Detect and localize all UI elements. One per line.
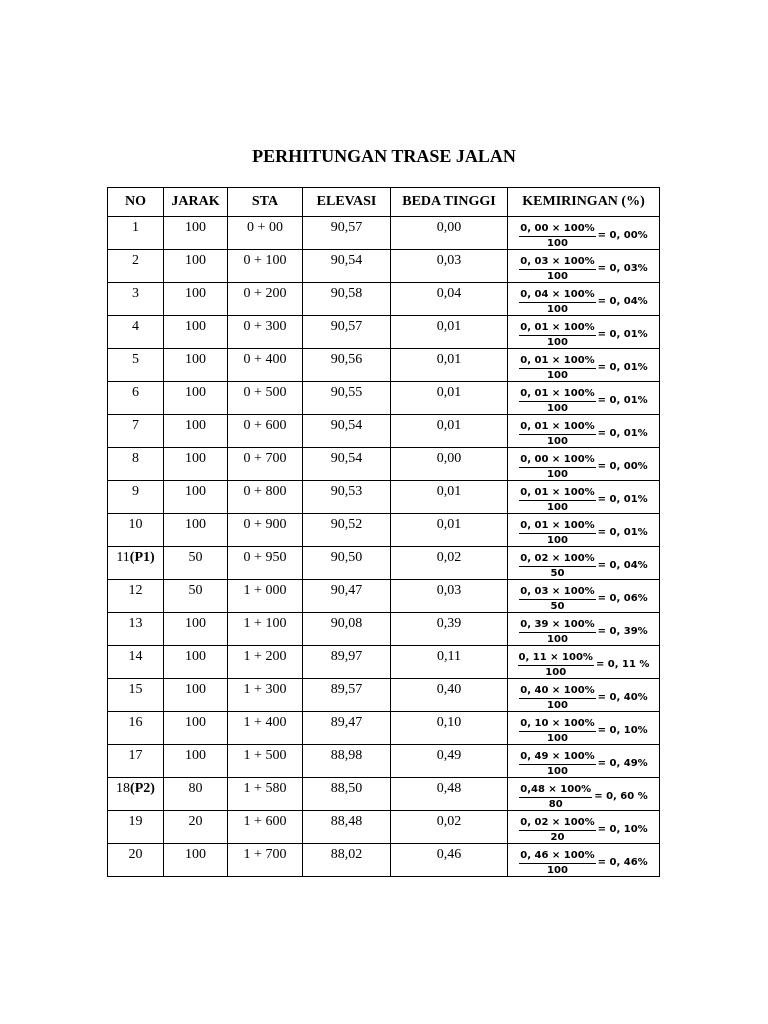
cell-no [108, 580, 164, 613]
fraction-denominator: 50 [550, 568, 565, 579]
row-number: 10 [128, 517, 143, 532]
cell-beda-tinggi: 0,40 [391, 679, 508, 712]
fraction-numerator: 0, 02 × 100% [519, 816, 595, 831]
cell-sta: 0 + 300 [228, 316, 303, 349]
cell-elevasi: 88,48 [303, 811, 391, 844]
cell-elevasi: 90,53 [303, 481, 391, 514]
row-number: 15 [128, 682, 143, 697]
cell-elevasi: 88,50 [303, 778, 391, 811]
cell-beda-tinggi: 0,01 [391, 481, 508, 514]
cell-beda-tinggi: 0,02 [391, 811, 508, 844]
fraction [519, 387, 595, 414]
slope-result: = 0, 11 % [595, 658, 650, 670]
fraction-numerator: 0, 03 × 100% [519, 585, 595, 600]
cell-kemiringan [508, 250, 660, 283]
fraction [519, 222, 595, 249]
cell-kemiringan [508, 811, 660, 844]
cell-elevasi: 90,54 [303, 415, 391, 448]
cell-no [108, 250, 164, 283]
cell-no [108, 217, 164, 250]
cell-beda-tinggi: 0,01 [391, 349, 508, 382]
cell-kemiringan [508, 580, 660, 613]
fraction-numerator: 0, 11 × 100% [518, 651, 594, 666]
cell-kemiringan [508, 679, 660, 712]
fraction-numerator: 0, 01 × 100% [519, 387, 595, 402]
table-row [108, 811, 660, 844]
point-label: (P2) [130, 781, 155, 796]
header-row [108, 188, 660, 217]
slope-result: = 0, 06% [597, 592, 648, 604]
cell-elevasi: 90,58 [303, 283, 391, 316]
slope-formula [519, 321, 647, 348]
fraction-numerator: 0, 10 × 100% [519, 717, 595, 732]
cell-kemiringan [508, 382, 660, 415]
cell-no [108, 481, 164, 514]
slope-result: = 0, 49% [597, 757, 648, 769]
row-number: 19 [128, 814, 143, 829]
cell-jarak: 100 [164, 844, 228, 877]
row-number: 13 [128, 616, 143, 631]
cell-sta: 0 + 400 [228, 349, 303, 382]
slope-formula [519, 684, 647, 711]
cell-sta: 0 + 500 [228, 382, 303, 415]
cell-sta: 1 + 200 [228, 646, 303, 679]
table-row [108, 514, 660, 547]
cell-elevasi: 88,02 [303, 844, 391, 877]
cell-sta: 0 + 900 [228, 514, 303, 547]
slope-result: = 0, 10% [597, 724, 648, 736]
cell-sta: 1 + 400 [228, 712, 303, 745]
cell-beda-tinggi: 0,01 [391, 382, 508, 415]
cell-kemiringan [508, 514, 660, 547]
fraction-numerator: 0, 03 × 100% [519, 255, 595, 270]
fraction [519, 453, 595, 480]
cell-kemiringan [508, 547, 660, 580]
fraction [519, 321, 595, 348]
cell-elevasi: 90,52 [303, 514, 391, 547]
cell-kemiringan [508, 217, 660, 250]
fraction-numerator: 0, 01 × 100% [519, 321, 595, 336]
table-row [108, 481, 660, 514]
fraction [519, 552, 595, 579]
slope-formula [519, 453, 647, 480]
cell-kemiringan [508, 712, 660, 745]
table-row [108, 448, 660, 481]
fraction-denominator: 100 [547, 733, 568, 744]
fraction-denominator: 100 [547, 304, 568, 315]
table-row [108, 217, 660, 250]
table-row [108, 415, 660, 448]
fraction-numerator: 0, 46 × 100% [519, 849, 595, 864]
cell-jarak: 100 [164, 613, 228, 646]
fraction-denominator: 100 [547, 370, 568, 381]
table-row [108, 646, 660, 679]
cell-sta: 0 + 800 [228, 481, 303, 514]
cell-no [108, 844, 164, 877]
slope-formula [519, 783, 647, 810]
slope-formula [519, 816, 647, 843]
slope-formula [519, 849, 647, 876]
table-row [108, 382, 660, 415]
cell-jarak: 100 [164, 415, 228, 448]
fraction-numerator: 0, 01 × 100% [519, 354, 595, 369]
table-row [108, 844, 660, 877]
cell-elevasi: 90,55 [303, 382, 391, 415]
cell-beda-tinggi: 0,48 [391, 778, 508, 811]
slope-formula [519, 354, 647, 381]
table-row [108, 745, 660, 778]
cell-beda-tinggi: 0,03 [391, 580, 508, 613]
row-number: 4 [132, 319, 139, 334]
cell-jarak: 100 [164, 217, 228, 250]
row-number: 1 [132, 220, 139, 235]
row-number: 7 [132, 418, 139, 433]
slope-formula [519, 486, 647, 513]
fraction-denominator: 100 [547, 469, 568, 480]
fraction-denominator: 80 [548, 799, 563, 810]
cell-no [108, 514, 164, 547]
point-label: (P1) [129, 550, 155, 565]
table-body [108, 217, 660, 877]
cell-sta: 1 + 580 [228, 778, 303, 811]
cell-jarak: 100 [164, 514, 228, 547]
slope-formula [519, 750, 647, 777]
fraction-numerator: 0, 02 × 100% [519, 552, 595, 567]
fraction [519, 354, 595, 381]
fraction-denominator: 100 [547, 634, 568, 645]
header-elevasi: ELEVASI [303, 188, 391, 217]
cell-elevasi: 88,98 [303, 745, 391, 778]
cell-kemiringan [508, 415, 660, 448]
cell-kemiringan [508, 283, 660, 316]
cell-no [108, 283, 164, 316]
table-row [108, 316, 660, 349]
row-number: 17 [128, 748, 143, 763]
cell-beda-tinggi: 0,01 [391, 514, 508, 547]
cell-beda-tinggi: 0,04 [391, 283, 508, 316]
cell-sta: 1 + 700 [228, 844, 303, 877]
cell-elevasi: 89,97 [303, 646, 391, 679]
cell-no [108, 547, 164, 580]
slope-formula [519, 255, 647, 282]
cell-jarak: 100 [164, 712, 228, 745]
slope-result: = 0, 60 % [594, 790, 648, 802]
fraction [518, 651, 594, 678]
fraction-numerator: 0,48 × 100% [519, 783, 592, 798]
fraction-numerator: 0, 01 × 100% [519, 519, 595, 534]
header-beda-tinggi: BEDA TINGGI [391, 188, 508, 217]
cell-kemiringan [508, 481, 660, 514]
row-number: 2 [132, 253, 139, 268]
fraction [519, 816, 595, 843]
slope-formula [519, 387, 647, 414]
cell-kemiringan [508, 613, 660, 646]
cell-jarak: 20 [164, 811, 228, 844]
cell-jarak: 100 [164, 349, 228, 382]
cell-elevasi: 90,54 [303, 250, 391, 283]
slope-formula [519, 552, 647, 579]
table-row [108, 712, 660, 745]
row-number: 20 [128, 847, 143, 862]
cell-no [108, 745, 164, 778]
cell-jarak: 100 [164, 646, 228, 679]
trase-table [107, 187, 660, 877]
cell-jarak: 100 [164, 481, 228, 514]
row-number: 8 [132, 451, 139, 466]
fraction [519, 486, 595, 513]
cell-beda-tinggi: 0,11 [391, 646, 508, 679]
cell-sta: 0 + 100 [228, 250, 303, 283]
row-number: 18 [116, 781, 131, 796]
slope-result: = 0, 00% [597, 229, 648, 241]
table-row [108, 250, 660, 283]
table-row [108, 778, 660, 811]
table-row [108, 283, 660, 316]
fraction-denominator: 100 [547, 436, 568, 447]
cell-beda-tinggi: 0,02 [391, 547, 508, 580]
header-sta: STA [228, 188, 303, 217]
header-kemiringan: KEMIRINGAN (%) [508, 188, 660, 217]
fraction [519, 288, 595, 315]
slope-result: = 0, 01% [597, 526, 648, 538]
cell-kemiringan [508, 778, 660, 811]
cell-beda-tinggi: 0,00 [391, 217, 508, 250]
cell-kemiringan [508, 844, 660, 877]
fraction-numerator: 0, 40 × 100% [519, 684, 595, 699]
slope-result: = 0, 01% [597, 328, 648, 340]
row-number: 9 [132, 484, 139, 499]
fraction-numerator: 0, 01 × 100% [519, 420, 595, 435]
cell-jarak: 50 [164, 547, 228, 580]
slope-result: = 0, 00% [597, 460, 648, 472]
fraction [519, 717, 595, 744]
slope-result: = 0, 10% [597, 823, 648, 835]
fraction-denominator: 100 [547, 238, 568, 249]
cell-no [108, 712, 164, 745]
fraction-denominator: 20 [550, 832, 565, 843]
table-row [108, 349, 660, 382]
slope-result: = 0, 01% [597, 493, 648, 505]
row-number: 5 [132, 352, 139, 367]
fraction [519, 849, 595, 876]
cell-kemiringan [508, 316, 660, 349]
fraction [519, 255, 595, 282]
cell-elevasi: 89,47 [303, 712, 391, 745]
slope-formula [519, 618, 647, 645]
cell-no [108, 778, 164, 811]
row-number: 16 [128, 715, 143, 730]
slope-result: = 0, 03% [597, 262, 648, 274]
cell-jarak: 100 [164, 745, 228, 778]
cell-beda-tinggi: 0,03 [391, 250, 508, 283]
fraction [519, 420, 595, 447]
cell-beda-tinggi: 0,01 [391, 316, 508, 349]
cell-beda-tinggi: 0,46 [391, 844, 508, 877]
slope-formula [519, 717, 647, 744]
cell-kemiringan [508, 745, 660, 778]
row-number: 12 [128, 583, 143, 598]
slope-result: = 0, 40% [597, 691, 648, 703]
page-title: PERHITUNGAN TRASE JALAN [252, 146, 516, 166]
slope-formula [519, 519, 647, 546]
cell-sta: 1 + 300 [228, 679, 303, 712]
cell-elevasi: 90,47 [303, 580, 391, 613]
cell-no [108, 415, 164, 448]
cell-elevasi: 89,57 [303, 679, 391, 712]
cell-no [108, 382, 164, 415]
cell-jarak: 100 [164, 382, 228, 415]
cell-elevasi: 90,50 [303, 547, 391, 580]
cell-no [108, 613, 164, 646]
fraction-numerator: 0, 04 × 100% [519, 288, 595, 303]
cell-jarak: 80 [164, 778, 228, 811]
cell-elevasi: 90,56 [303, 349, 391, 382]
cell-beda-tinggi: 0,10 [391, 712, 508, 745]
cell-beda-tinggi: 0,01 [391, 415, 508, 448]
cell-jarak: 100 [164, 679, 228, 712]
cell-sta: 0 + 700 [228, 448, 303, 481]
slope-formula [519, 288, 647, 315]
cell-beda-tinggi: 0,00 [391, 448, 508, 481]
table-row [108, 547, 660, 580]
header-jarak: JARAK [164, 188, 228, 217]
cell-sta: 0 + 950 [228, 547, 303, 580]
fraction [519, 519, 595, 546]
fraction-denominator: 100 [547, 700, 568, 711]
fraction [519, 618, 595, 645]
slope-result: = 0, 39% [597, 625, 648, 637]
fraction-denominator: 100 [547, 337, 568, 348]
row-number: 11 [116, 550, 130, 565]
row-number: 6 [132, 385, 139, 400]
cell-kemiringan [508, 349, 660, 382]
cell-jarak: 100 [164, 250, 228, 283]
row-number: 14 [128, 649, 143, 664]
fraction-numerator: 0, 00 × 100% [519, 453, 595, 468]
fraction [519, 750, 595, 777]
slope-result: = 0, 04% [597, 295, 648, 307]
slope-result: = 0, 01% [597, 427, 648, 439]
cell-elevasi: 90,57 [303, 217, 391, 250]
fraction-denominator: 100 [547, 271, 568, 282]
table-row [108, 679, 660, 712]
cell-no [108, 448, 164, 481]
fraction [519, 684, 595, 711]
fraction-numerator: 0, 01 × 100% [519, 486, 595, 501]
fraction-denominator: 50 [550, 601, 565, 612]
cell-jarak: 100 [164, 283, 228, 316]
cell-no [108, 316, 164, 349]
cell-sta: 0 + 00 [228, 217, 303, 250]
slope-formula [519, 585, 647, 612]
cell-jarak: 100 [164, 448, 228, 481]
cell-no [108, 646, 164, 679]
cell-kemiringan [508, 646, 660, 679]
cell-sta: 1 + 000 [228, 580, 303, 613]
fraction [519, 783, 592, 810]
cell-sta: 1 + 500 [228, 745, 303, 778]
fraction-denominator: 100 [547, 535, 568, 546]
slope-result: = 0, 46% [597, 856, 648, 868]
cell-beda-tinggi: 0,49 [391, 745, 508, 778]
row-number: 3 [132, 286, 139, 301]
cell-no [108, 349, 164, 382]
slope-formula [519, 420, 647, 447]
cell-sta: 1 + 100 [228, 613, 303, 646]
cell-beda-tinggi: 0,39 [391, 613, 508, 646]
fraction-numerator: 0, 00 × 100% [519, 222, 595, 237]
slope-result: = 0, 01% [597, 394, 648, 406]
slope-result: = 0, 01% [597, 361, 648, 373]
table-row [108, 580, 660, 613]
cell-jarak: 100 [164, 316, 228, 349]
cell-elevasi: 90,54 [303, 448, 391, 481]
table-row [108, 613, 660, 646]
cell-elevasi: 90,57 [303, 316, 391, 349]
cell-no [108, 811, 164, 844]
fraction-numerator: 0, 39 × 100% [519, 618, 595, 633]
slope-formula [518, 651, 650, 678]
cell-kemiringan [508, 448, 660, 481]
fraction-denominator: 100 [545, 667, 567, 678]
fraction-denominator: 100 [547, 502, 568, 513]
fraction-denominator: 100 [547, 766, 568, 777]
fraction-denominator: 100 [547, 865, 568, 876]
slope-formula [519, 222, 647, 249]
fraction-numerator: 0, 49 × 100% [519, 750, 595, 765]
header-no: NO [108, 188, 164, 217]
cell-sta: 0 + 600 [228, 415, 303, 448]
cell-no [108, 679, 164, 712]
cell-elevasi: 90,08 [303, 613, 391, 646]
fraction-denominator: 100 [547, 403, 568, 414]
cell-jarak: 50 [164, 580, 228, 613]
fraction [519, 585, 595, 612]
cell-sta: 0 + 200 [228, 283, 303, 316]
slope-result: = 0, 04% [597, 559, 648, 571]
cell-sta: 1 + 600 [228, 811, 303, 844]
